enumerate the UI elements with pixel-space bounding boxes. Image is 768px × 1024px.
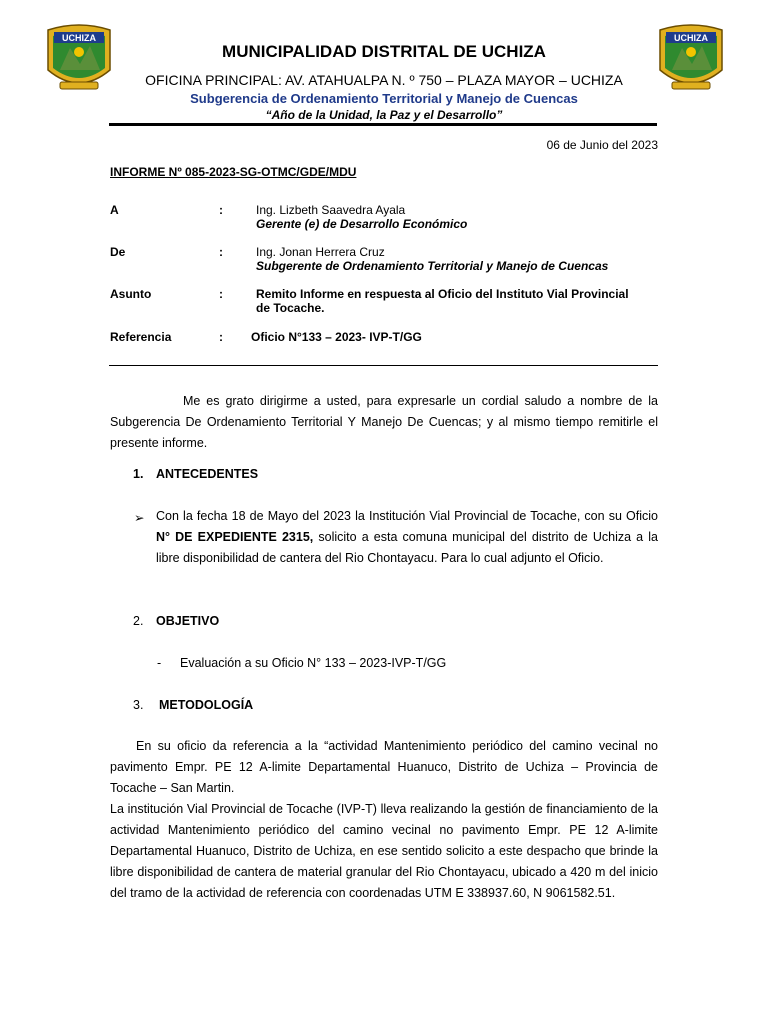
field-label-de: De [110, 245, 126, 259]
antecedentes-text-post: solicito a esta comuna municipal del distrito de Uchiza a la libre disponibilidad de cantera del Rio Chontayacu. Para lo cual adjunto el Oficio. [156, 530, 658, 565]
section-1-number: 1. [133, 467, 144, 481]
bullet-arrow-icon: ➢ [134, 511, 145, 525]
field-label-asunto: Asunto [110, 287, 152, 301]
subject-line-1: Remito Informe en respuesta al Oficio del Instituto Vial Provincial [256, 287, 629, 301]
fields-divider [109, 365, 658, 366]
methodology-paragraph-2: La institución Vial Provincial de Tocache (IVP-T) lleva realizando la gestión de financiamiento de la actividad Mantenimiento periódico del camino vecinal no pavimento Empr. PE 12 A-limite Departamental Huanuco, Distrito de Uchiza, en ese sentido solicito a este despacho que brinde la libre disponibilidad de cantera de material granular del Rio Chontayacu, ubicado a 420 m del inicio del tramo de la actividad de referencia con coordenadas UTM E 338937.60, N 9061582.51. [110, 802, 658, 900]
office-address: OFICINA PRINCIPAL: AV. ATAHUALPA N. º 750 – PLAZA MAYOR – UCHIZA [145, 72, 623, 88]
section-2-title: OBJETIVO [156, 614, 220, 628]
sender-role: Subgerente de Ordenamiento Territorial y Manejo de Cuencas [256, 259, 609, 273]
header-divider [109, 123, 657, 126]
svg-text:UCHIZA: UCHIZA [62, 33, 96, 43]
institution-title: MUNICIPALIDAD DISTRITAL DE UCHIZA [222, 42, 546, 61]
sender-name: Ing. Jonan Herrera Cruz [256, 245, 385, 259]
methodology-paragraph-1: En su oficio da referencia a la “actividad Mantenimiento periódico del camino vecinal no pavimento Empr. PE 12 A-limite Departamental Huanuco, Distrito de Uchiza – Provincia de Tocache – San Martin. [110, 739, 658, 795]
recipient-role: Gerente (e) de Desarrollo Económico [256, 217, 468, 231]
recipient-name: Ing. Lizbeth Saavedra Ayala [256, 203, 406, 217]
field-value-referencia: Oficio N°133 – 2023- IVP-T/GG [251, 330, 422, 344]
year-motto: “Año de la Unidad, la Paz y el Desarrollo” [265, 108, 503, 122]
section-2-number: 2. [133, 614, 144, 628]
field-label-a: A [110, 203, 119, 217]
subgerencia-name: Subgerencia de Ordenamiento Territorial y Manejo de Cuencas [190, 91, 578, 106]
report-number: INFORME Nº 085-2023-SG-OTMC/GDE/MDU [110, 165, 357, 179]
expediente-number: N° DE EXPEDIENTE 2315, [156, 530, 314, 544]
subject-line-2: de Tocache. [256, 301, 325, 315]
section-3-title: METODOLOGÍA [159, 698, 254, 712]
intro-paragraph: Me es grato dirigirme a usted, para expresarle un cordial saludo a nombre de la Subgerencia De Ordenamiento Territorial Y Manejo De Cuencas; y al mismo tiempo remitirle el presente informe. [110, 394, 658, 450]
field-value-a [256, 203, 666, 231]
field-value-de [256, 245, 666, 273]
antecedentes-paragraph [156, 506, 658, 569]
field-value-asunto [256, 287, 666, 315]
section-3-number: 3. [133, 698, 144, 712]
field-label-referencia: Referencia [110, 330, 172, 344]
objective-item: Evaluación a su Oficio N° 133 – 2023-IVP-T/GG [180, 656, 447, 670]
field-colon-asunto: : [219, 287, 223, 301]
section-1-title: ANTECEDENTES [156, 467, 259, 481]
field-colon-de: : [219, 245, 223, 259]
field-colon-a: : [219, 203, 223, 217]
list-dash: - [157, 656, 162, 670]
field-colon-referencia: : [219, 330, 223, 344]
antecedentes-text-pre: Con la fecha 18 de Mayo del 2023 la Institución Vial Provincial de Tocache, con su Oficio [156, 509, 658, 523]
document-date: 06 de Junio del 2023 [546, 138, 658, 152]
svg-text:UCHIZA: UCHIZA [674, 33, 708, 43]
